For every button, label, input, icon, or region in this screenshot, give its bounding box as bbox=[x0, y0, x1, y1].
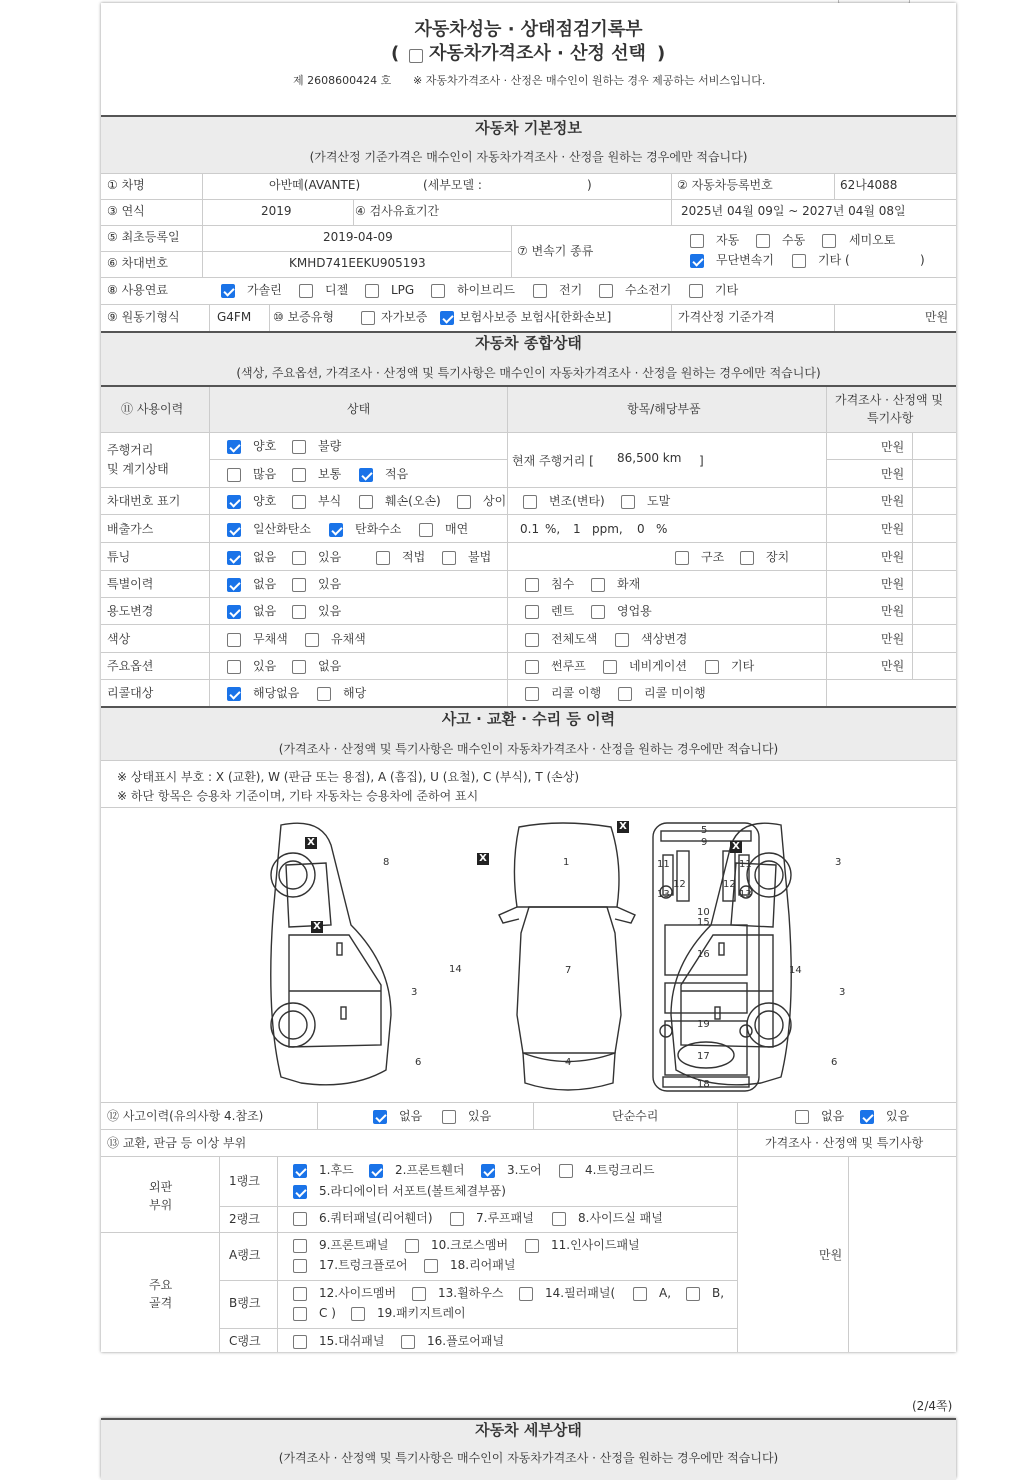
current-mileage-value: 86,500 km bbox=[617, 451, 682, 465]
trans-semi-label: 세미오토 bbox=[849, 233, 896, 247]
navigation-checkbox[interactable] bbox=[603, 660, 617, 674]
recall-done-label: 리콜 이행 bbox=[551, 686, 602, 700]
accident-history-label: ⑫ 사고이력(유의사항 4.참조) bbox=[107, 1109, 264, 1123]
title-open-paren: ( bbox=[391, 43, 400, 64]
current-mileage-label: 현재 주행거리 [ bbox=[512, 454, 594, 468]
usage-price-unit: 만원 bbox=[881, 604, 905, 618]
tuning-structure-label: 구조 bbox=[701, 550, 725, 564]
options-no-label: 없음 bbox=[318, 659, 342, 673]
tuning-label: 튜닝 bbox=[107, 550, 131, 564]
co-value: 0.1 bbox=[520, 522, 540, 536]
vin-diff-checkbox[interactable] bbox=[457, 495, 471, 509]
usage-change-label: 용도변경 bbox=[107, 604, 154, 618]
rank-c-label: C랭크 bbox=[229, 1334, 261, 1348]
options-other-checkbox[interactable] bbox=[705, 660, 719, 674]
hc-value: 1 bbox=[573, 522, 581, 536]
tuning-none-checkbox[interactable] bbox=[227, 551, 241, 565]
vin-mark-label: 차대번호 표기 bbox=[107, 494, 181, 508]
special-history-label: 특별이력 bbox=[107, 577, 154, 591]
chromatic-checkbox[interactable] bbox=[305, 633, 319, 647]
svg-text:14: 14 bbox=[789, 965, 802, 976]
fuel-hybrid-checkbox[interactable] bbox=[431, 284, 445, 298]
svg-text:12: 12 bbox=[723, 879, 736, 890]
color-change-label: 색상변경 bbox=[641, 632, 688, 646]
detail-title: 자동차 세부상태 bbox=[475, 1421, 582, 1439]
svg-text:3: 3 bbox=[839, 987, 846, 998]
mileage-price-unit-1: 만원 bbox=[881, 440, 905, 454]
svg-text:6: 6 bbox=[415, 1057, 422, 1068]
tuning-none-label: 없음 bbox=[253, 550, 277, 564]
part-front-panel-checkbox[interactable] bbox=[293, 1239, 307, 1253]
fire-checkbox[interactable] bbox=[591, 578, 605, 592]
vin-alter-label: 변조(변타) bbox=[549, 494, 605, 508]
vin-damage-checkbox[interactable] bbox=[359, 495, 373, 509]
basic-info-note: (가격산정 기준가격은 매수인이 자동차가격조사 · 산정을 원하는 경우에만 적습니다) bbox=[309, 150, 748, 164]
rank-b-label: B랭크 bbox=[229, 1296, 261, 1310]
parts-price-label: 가격조사 · 산정액 및 특기사항 bbox=[765, 1136, 924, 1150]
year-value: 2019 bbox=[261, 204, 292, 218]
mark-left-door: X bbox=[311, 921, 323, 933]
tuning-legal-label: 적법 bbox=[402, 550, 426, 564]
svg-text:13: 13 bbox=[657, 889, 670, 900]
options-other-label: 기타 bbox=[731, 659, 755, 673]
current-mileage-close: ] bbox=[699, 454, 704, 468]
business-checkbox[interactable] bbox=[591, 605, 605, 619]
co-unit: %, bbox=[545, 522, 561, 536]
special-none-label: 없음 bbox=[253, 577, 277, 591]
outer-panel-label-2: 부위 bbox=[149, 1198, 173, 1212]
part-package-tray-checkbox[interactable] bbox=[351, 1307, 365, 1321]
car-damage-diagram bbox=[261, 815, 846, 1097]
year-label: ③ 연식 bbox=[107, 204, 145, 218]
part-hood-checkbox[interactable] bbox=[293, 1164, 307, 1178]
trans-other-checkbox[interactable] bbox=[792, 254, 806, 268]
fuel-diesel-checkbox[interactable] bbox=[299, 284, 313, 298]
options-yes-checkbox[interactable] bbox=[227, 660, 241, 674]
fire-label: 화재 bbox=[617, 577, 641, 591]
special-exists-checkbox[interactable] bbox=[292, 578, 306, 592]
accident-note: (가격조사 · 산정액 및 특기사항은 매수인이 자동차가격조사 · 산정을 원하는 경우에만 적습니다) bbox=[278, 742, 779, 756]
mileage-many-checkbox[interactable] bbox=[227, 468, 241, 482]
fuel-gasoline-label: 가솔린 bbox=[247, 283, 282, 297]
first-registration-label: ⑤ 최초등록일 bbox=[107, 230, 180, 244]
usage-exists-label: 있음 bbox=[318, 604, 342, 618]
simple-exists-checkbox[interactable] bbox=[860, 1110, 874, 1124]
svg-text:13: 13 bbox=[739, 889, 752, 900]
trans-auto-checkbox[interactable] bbox=[690, 234, 704, 248]
fuel-lpg-checkbox[interactable] bbox=[365, 284, 379, 298]
mileage-price-unit-2: 만원 bbox=[881, 467, 905, 481]
inspection-period-value: 2025년 04월 09일 ~ 2027년 04월 08일 bbox=[681, 204, 906, 218]
vin-label: ⑥ 차대번호 bbox=[107, 256, 168, 270]
mark-radiator-support: X bbox=[617, 821, 629, 833]
accident-exists-checkbox[interactable] bbox=[442, 1110, 456, 1124]
warranty-insurance-label: 보험사보증 보험사[한화손보] bbox=[459, 310, 612, 324]
summary-note: (색상, 주요옵션, 가격조사 · 산정액 및 특기사항은 매수인이 자동차가격조사 · 산정을 원하는 경우에만 적습니다) bbox=[236, 366, 821, 380]
mileage-bad-checkbox[interactable] bbox=[292, 440, 306, 454]
engine-value: G4FM bbox=[217, 310, 252, 324]
mileage-good-checkbox[interactable] bbox=[227, 440, 241, 454]
svg-text:10: 10 bbox=[697, 907, 710, 918]
trans-manual-checkbox[interactable] bbox=[756, 234, 770, 248]
simple-exists-label: 있음 bbox=[886, 1109, 910, 1123]
part-floor-panel-checkbox[interactable] bbox=[401, 1335, 415, 1349]
part-quarter-panel-label: 6.쿼터패널(리어휀더) bbox=[319, 1211, 433, 1225]
mileage-normal-label: 보통 bbox=[318, 467, 342, 481]
trans-other-close: ) bbox=[920, 253, 925, 267]
price-survey-checkbox[interactable] bbox=[409, 49, 423, 63]
col-price-1: 가격조사 · 산정액 및 bbox=[835, 393, 943, 407]
tuning-price-unit: 만원 bbox=[881, 550, 905, 564]
svg-text:3: 3 bbox=[835, 857, 842, 868]
trans-semi-checkbox[interactable] bbox=[822, 234, 836, 248]
col-state: 상태 bbox=[347, 402, 371, 416]
vin-stolen-checkbox[interactable] bbox=[621, 495, 635, 509]
warranty-insurance-checkbox[interactable] bbox=[440, 311, 454, 325]
part-radiator-support-checkbox[interactable] bbox=[293, 1185, 307, 1199]
options-label: 주요옵션 bbox=[107, 659, 154, 673]
base-price-unit: 만원 bbox=[925, 310, 949, 324]
emission-price-unit: 만원 bbox=[881, 522, 905, 536]
rank-a-label: A랭크 bbox=[229, 1248, 261, 1262]
reg-number-label: ② 자동차등록번호 bbox=[677, 178, 773, 192]
part-hood-label: 1.후드 bbox=[319, 1163, 354, 1177]
fuel-hydrogen-label: 수소전기 bbox=[625, 283, 672, 297]
detail-sheet bbox=[101, 1418, 956, 1478]
svg-text:18: 18 bbox=[697, 1079, 710, 1090]
flood-checkbox[interactable] bbox=[525, 578, 539, 592]
part-roof-panel-label: 7.루프패널 bbox=[476, 1211, 534, 1225]
part-pillar-panel-checkbox[interactable] bbox=[519, 1287, 533, 1301]
vin-corrosion-checkbox[interactable] bbox=[292, 495, 306, 509]
part-dash-panel-label: 15.대쉬패널 bbox=[319, 1334, 385, 1348]
tuning-exists-checkbox[interactable] bbox=[292, 551, 306, 565]
part-side-sill-label: 8.사이드실 패널 bbox=[578, 1211, 663, 1225]
svg-text:5: 5 bbox=[701, 825, 708, 836]
mileage-few-checkbox[interactable] bbox=[359, 468, 373, 482]
accident-none-label: 없음 bbox=[399, 1109, 423, 1123]
part-trunk-floor-label: 17.트렁크플로어 bbox=[319, 1258, 408, 1272]
usage-none-checkbox[interactable] bbox=[227, 605, 241, 619]
options-price-unit: 만원 bbox=[881, 659, 905, 673]
part-trunk-floor-checkbox[interactable] bbox=[293, 1259, 307, 1273]
fuel-gasoline-checkbox[interactable] bbox=[221, 284, 235, 298]
outer-panel-label-1: 외판 bbox=[149, 1180, 173, 1194]
vin-good-label: 양호 bbox=[253, 494, 277, 508]
smoke-value: 0 bbox=[637, 522, 645, 536]
engine-label: ⑨ 원동기형식 bbox=[107, 310, 180, 324]
reg-number-value: 62나4088 bbox=[840, 178, 898, 192]
part-cross-member-checkbox[interactable] bbox=[405, 1239, 419, 1253]
fuel-electric-checkbox[interactable] bbox=[533, 284, 547, 298]
rent-checkbox[interactable] bbox=[525, 605, 539, 619]
vin-alter-checkbox[interactable] bbox=[523, 495, 537, 509]
co-checkbox[interactable] bbox=[227, 523, 241, 537]
smoke-label: 매연 bbox=[445, 522, 469, 536]
rent-label: 렌트 bbox=[551, 604, 575, 618]
tuning-structure-checkbox[interactable] bbox=[675, 551, 689, 565]
emission-label: 배출가스 bbox=[107, 522, 154, 536]
accident-title: 사고 · 교환 · 수리 등 이력 bbox=[441, 710, 616, 728]
recall-na-label: 해당없음 bbox=[253, 686, 300, 700]
basic-info-title: 자동차 기본정보 bbox=[475, 119, 582, 137]
part-wheel-house-checkbox[interactable] bbox=[412, 1287, 426, 1301]
flood-label: 침수 bbox=[551, 577, 575, 591]
tuning-illegal-label: 불법 bbox=[468, 550, 492, 564]
color-price-unit: 만원 bbox=[881, 632, 905, 646]
col-item: 항목/해당부품 bbox=[627, 402, 701, 416]
color-label: 색상 bbox=[107, 632, 131, 646]
usage-none-label: 없음 bbox=[253, 604, 277, 618]
fuel-hybrid-label: 하이브리드 bbox=[457, 283, 515, 297]
part-cross-member-label: 10.크로스멤버 bbox=[431, 1238, 509, 1252]
simple-none-checkbox[interactable] bbox=[795, 1110, 809, 1124]
part-dash-panel-checkbox[interactable] bbox=[293, 1335, 307, 1349]
warranty-self-checkbox[interactable] bbox=[361, 311, 375, 325]
mileage-good-label: 양호 bbox=[253, 439, 277, 453]
hc-checkbox[interactable] bbox=[329, 523, 343, 537]
col-price-2: 특기사항 bbox=[867, 411, 914, 425]
trans-auto-label: 자동 bbox=[716, 233, 740, 247]
first-registration-value: 2019-04-09 bbox=[323, 230, 393, 244]
vin-corrosion-label: 부식 bbox=[318, 494, 342, 508]
svg-text:14: 14 bbox=[449, 964, 462, 975]
svg-text:16: 16 bbox=[697, 949, 710, 960]
navigation-label: 네비게이션 bbox=[629, 659, 687, 673]
hc-unit: ppm, bbox=[592, 522, 623, 536]
form-title: 자동차성능 · 상태점검기록부 bbox=[414, 19, 643, 40]
part-door-label: 3.도어 bbox=[507, 1163, 542, 1177]
vin-good-checkbox[interactable] bbox=[227, 495, 241, 509]
title-close-paren: ) bbox=[657, 43, 666, 64]
part-trunk-lid-label: 4.트렁크리드 bbox=[585, 1163, 655, 1177]
achromatic-checkbox[interactable] bbox=[227, 633, 241, 647]
recall-yes-label: 해당 bbox=[343, 686, 367, 700]
car-name-label: ① 차명 bbox=[107, 178, 145, 192]
part-quarter-panel-checkbox[interactable] bbox=[293, 1212, 307, 1226]
sunroof-label: 썬루프 bbox=[551, 659, 586, 673]
part-pillar-c-label: C ) bbox=[319, 1306, 336, 1320]
fuel-electric-label: 전기 bbox=[559, 283, 583, 297]
recall-yes-checkbox[interactable] bbox=[317, 687, 331, 701]
part-front-fender-label: 2.프론트휀더 bbox=[395, 1163, 465, 1177]
svg-text:11: 11 bbox=[739, 859, 752, 870]
vin-price-unit: 만원 bbox=[881, 494, 905, 508]
price-survey-title: 자동차가격조사 · 산정 선택 bbox=[429, 43, 646, 64]
vin-value: KMHD741EEKU905193 bbox=[289, 256, 426, 270]
inspection-period-label: ④ 검사유효기간 bbox=[355, 204, 440, 218]
tuning-exists-label: 있음 bbox=[318, 550, 342, 564]
svg-text:15: 15 bbox=[697, 917, 710, 928]
legend-line-1: ※ 상태표시 부호 : X (교환), W (판금 또는 용접), A (흠집), U (요철), C (부식), T (손상) bbox=[117, 770, 580, 784]
svg-text:7: 7 bbox=[565, 965, 572, 976]
sunroof-checkbox[interactable] bbox=[525, 660, 539, 674]
inspection-sheet bbox=[101, 3, 956, 1352]
rank-2-label: 2랭크 bbox=[229, 1212, 260, 1226]
trans-other-label: 기타 ( bbox=[818, 253, 850, 267]
summary-title: 자동차 종합상태 bbox=[475, 334, 582, 352]
svg-text:12: 12 bbox=[673, 879, 686, 890]
document-number: 제 2608600424 호 bbox=[293, 74, 392, 87]
simple-none-label: 없음 bbox=[821, 1109, 845, 1123]
full-paint-checkbox[interactable] bbox=[525, 633, 539, 647]
vin-damage-label: 훼손(오손) bbox=[385, 494, 441, 508]
rank-1-label: 1랭크 bbox=[229, 1174, 260, 1188]
submodel-label: (세부모델 : bbox=[423, 178, 482, 192]
hc-label: 탄화수소 bbox=[355, 522, 402, 536]
vin-stolen-label: 도말 bbox=[647, 494, 671, 508]
part-front-panel-label: 9.프론트패널 bbox=[319, 1238, 389, 1252]
part-package-tray-label: 19.패키지트레이 bbox=[377, 1306, 466, 1320]
recall-label: 리콜대상 bbox=[107, 686, 154, 700]
full-paint-label: 전체도색 bbox=[551, 632, 598, 646]
part-trunk-lid-checkbox[interactable] bbox=[559, 1164, 573, 1178]
svg-text:19: 19 bbox=[697, 1019, 710, 1030]
main-frame-label-2: 골격 bbox=[149, 1296, 173, 1310]
simple-repair-label: 단순수리 bbox=[612, 1109, 659, 1123]
part-rear-panel-checkbox[interactable] bbox=[424, 1259, 438, 1273]
mark-right-fender: X bbox=[730, 841, 742, 853]
svg-text:4: 4 bbox=[565, 1057, 572, 1068]
svg-text:17: 17 bbox=[697, 1051, 710, 1062]
tuning-device-checkbox[interactable] bbox=[740, 551, 754, 565]
trans-cvt-label: 무단변속기 bbox=[716, 253, 774, 267]
fuel-diesel-label: 디젤 bbox=[325, 283, 349, 297]
part-pillar-a-label: A, bbox=[659, 1286, 672, 1300]
part-pillar-a-checkbox[interactable] bbox=[633, 1287, 647, 1301]
part-rear-panel-label: 18.리어패널 bbox=[450, 1258, 516, 1272]
mileage-normal-checkbox[interactable] bbox=[292, 468, 306, 482]
svg-text:1: 1 bbox=[563, 857, 570, 868]
fuel-other-checkbox[interactable] bbox=[689, 284, 703, 298]
color-change-checkbox[interactable] bbox=[615, 633, 629, 647]
mileage-many-label: 많음 bbox=[253, 467, 277, 481]
special-price-unit: 만원 bbox=[881, 577, 905, 591]
part-pillar-b-checkbox[interactable] bbox=[686, 1287, 700, 1301]
part-pillar-c-checkbox[interactable] bbox=[293, 1307, 307, 1321]
part-wheel-house-label: 13.휠하우스 bbox=[438, 1286, 504, 1300]
recall-notdone-checkbox[interactable] bbox=[618, 687, 632, 701]
usage-exists-checkbox[interactable] bbox=[292, 605, 306, 619]
smoke-checkbox[interactable] bbox=[419, 523, 433, 537]
svg-text:9: 9 bbox=[701, 837, 708, 848]
base-price-label: 가격산정 기준가격 bbox=[678, 310, 775, 324]
fuel-other-label: 기타 bbox=[715, 283, 739, 297]
accident-exists-label: 있음 bbox=[468, 1109, 492, 1123]
part-front-fender-checkbox[interactable] bbox=[369, 1164, 383, 1178]
submodel-close: ) bbox=[587, 178, 592, 192]
detail-note: (가격조사 · 산정액 및 특기사항은 매수인이 자동차가격조사 · 산정을 원하는 경우에만 적습니다) bbox=[278, 1451, 779, 1465]
part-inside-panel-checkbox[interactable] bbox=[525, 1239, 539, 1253]
part-inside-panel-label: 11.인사이드패널 bbox=[551, 1238, 640, 1252]
svg-text:3: 3 bbox=[411, 987, 418, 998]
trans-manual-label: 수동 bbox=[782, 233, 806, 247]
part-roof-panel-checkbox[interactable] bbox=[450, 1212, 464, 1226]
recall-notdone-label: 리콜 미이행 bbox=[644, 686, 706, 700]
part-side-sill-checkbox[interactable] bbox=[552, 1212, 566, 1226]
fuel-lpg-label: LPG bbox=[391, 283, 415, 297]
part-pillar-b-label: B, bbox=[712, 1286, 725, 1300]
part-pillar-panel-label: 14.필러패널( bbox=[545, 1286, 616, 1300]
svg-text:8: 8 bbox=[383, 857, 390, 868]
svg-text:11: 11 bbox=[657, 859, 670, 870]
trans-cvt-checkbox[interactable] bbox=[690, 254, 704, 268]
accident-none-checkbox[interactable] bbox=[373, 1110, 387, 1124]
vin-diff-label: 상이 bbox=[483, 494, 507, 508]
left-side-view bbox=[271, 823, 391, 1085]
tuning-device-label: 장치 bbox=[766, 550, 790, 564]
transmission-label: ⑦ 변속기 종류 bbox=[517, 244, 594, 258]
business-label: 영업용 bbox=[617, 604, 652, 618]
smoke-unit: % bbox=[656, 522, 668, 536]
service-note: ※ 자동차가격조사 · 산정은 매수인이 원하는 경우 제공하는 서비스입니다. bbox=[413, 74, 766, 87]
special-exists-label: 있음 bbox=[318, 577, 342, 591]
part-radiator-support-label: 5.라디에이터 서포트(볼트체결부품) bbox=[319, 1184, 506, 1198]
options-no-checkbox[interactable] bbox=[292, 660, 306, 674]
warranty-label: ⑩ 보증유형 bbox=[273, 310, 334, 324]
fuel-label: ⑧ 사용연료 bbox=[107, 283, 168, 297]
part-side-member-label: 12.사이드멤버 bbox=[319, 1286, 397, 1300]
abnormal-parts-label: ⑬ 교환, 판금 등 이상 부위 bbox=[107, 1136, 247, 1150]
page-number: (2/4쪽) bbox=[912, 1399, 953, 1413]
tuning-illegal-checkbox[interactable] bbox=[442, 551, 456, 565]
recall-done-checkbox[interactable] bbox=[525, 687, 539, 701]
special-none-checkbox[interactable] bbox=[227, 578, 241, 592]
part-side-member-checkbox[interactable] bbox=[293, 1287, 307, 1301]
mileage-few-label: 적음 bbox=[385, 467, 409, 481]
mileage-bad-label: 불량 bbox=[318, 439, 342, 453]
recall-na-checkbox[interactable] bbox=[227, 687, 241, 701]
part-door-checkbox[interactable] bbox=[481, 1164, 495, 1178]
options-yes-label: 있음 bbox=[253, 659, 277, 673]
co-label: 일산화탄소 bbox=[253, 522, 311, 536]
main-frame-label-1: 주요 bbox=[149, 1278, 173, 1292]
col-history: ⑪ 사용이력 bbox=[121, 402, 184, 416]
mark-hood: X bbox=[477, 853, 489, 865]
mileage-label-2: 및 계기상태 bbox=[107, 462, 169, 476]
warranty-self-label: 자가보증 bbox=[381, 310, 428, 324]
svg-text:6: 6 bbox=[831, 1057, 838, 1068]
car-name-value: 아반떼(AVANTE) bbox=[269, 178, 361, 192]
chromatic-label: 유채색 bbox=[331, 632, 366, 646]
tuning-legal-checkbox[interactable] bbox=[376, 551, 390, 565]
mark-left-fender: X bbox=[305, 837, 317, 849]
fuel-hydrogen-checkbox[interactable] bbox=[599, 284, 613, 298]
legend-line-2: ※ 하단 항목은 승용차 기준이며, 기타 자동차는 승용차에 준하여 표시 bbox=[117, 789, 479, 803]
part-floor-panel-label: 16.플로어패널 bbox=[427, 1334, 505, 1348]
parts-price-unit: 만원 bbox=[819, 1248, 843, 1262]
mileage-label-1: 주행거리 bbox=[107, 443, 154, 457]
achromatic-label: 무채색 bbox=[253, 632, 288, 646]
